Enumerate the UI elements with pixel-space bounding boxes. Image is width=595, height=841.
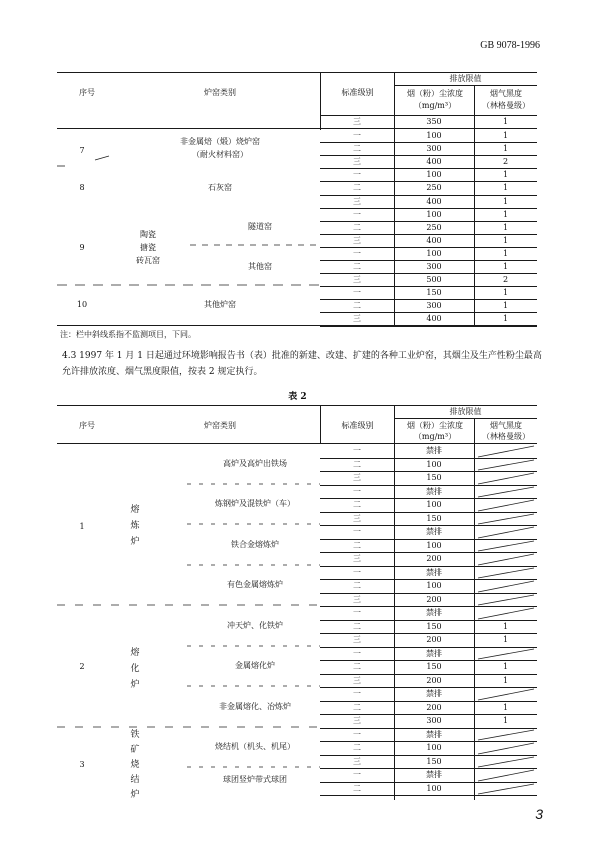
sub-category-label: 炼钢炉及混铁炉（车） bbox=[215, 499, 295, 508]
dust-cell: 禁排 bbox=[426, 446, 442, 455]
dust-cell: 500 bbox=[426, 275, 442, 284]
dust-cell: 100 bbox=[426, 541, 442, 550]
level-cell: 二 bbox=[353, 743, 361, 752]
level-cell: 一 bbox=[353, 527, 361, 536]
dust-cell: 100 bbox=[426, 743, 442, 752]
dust-cell: 禁排 bbox=[426, 689, 442, 698]
level-cell: 一 bbox=[353, 730, 361, 739]
row-number: 2 bbox=[79, 662, 85, 671]
smoke-cell: 1 bbox=[502, 676, 509, 685]
col-header-no: 序号 bbox=[79, 88, 95, 97]
sub-category-label: 非金属熔化、冶炼炉 bbox=[219, 702, 291, 711]
dust-cell: 200 bbox=[426, 676, 442, 685]
level-cell: 二 bbox=[353, 581, 361, 590]
sub-category-label: 冲天炉、化铁炉 bbox=[227, 621, 283, 630]
level-cell: 三 bbox=[353, 635, 361, 644]
category-label: （耐火材料窑） bbox=[192, 150, 248, 159]
dust-cell: 禁排 bbox=[426, 730, 442, 739]
level-cell: 二 bbox=[353, 541, 361, 550]
smoke-cell: 1 bbox=[502, 170, 509, 179]
col-header-smoke: 烟气黑度 bbox=[490, 421, 522, 430]
sub-category-label: 金属熔化炉 bbox=[235, 661, 275, 670]
col-header-category: 炉窑类别 bbox=[204, 421, 236, 430]
level-cell: 三 bbox=[353, 157, 361, 166]
smoke-cell: 1 bbox=[502, 131, 509, 140]
dust-cell: 200 bbox=[426, 703, 442, 712]
level-cell: 二 bbox=[353, 223, 361, 232]
sub-category-label: 高炉及高炉出铁场 bbox=[223, 459, 287, 468]
dust-cell: 150 bbox=[426, 473, 442, 482]
level-cell: 三 bbox=[353, 197, 361, 206]
level-cell: 一 bbox=[353, 170, 361, 179]
smoke-cell: 1 bbox=[502, 117, 509, 126]
category-label: 陶瓷 搪瓷 砖瓦窑 bbox=[136, 230, 160, 265]
category-label: 熔 化 炉 bbox=[130, 648, 140, 690]
row-number: 10 bbox=[76, 300, 88, 309]
table1-note: 注：栏中斜线系指不监测项目，下同。 bbox=[60, 330, 196, 339]
level-cell: 二 bbox=[353, 460, 361, 469]
smoke-cell: 1 bbox=[502, 183, 509, 192]
col-header-dust-unit: （mg/m³） bbox=[413, 101, 457, 110]
dust-cell: 100 bbox=[426, 131, 442, 140]
smoke-cell: 2 bbox=[502, 275, 509, 284]
category-label: 熔 炼 炉 bbox=[130, 505, 140, 547]
level-cell: 二 bbox=[353, 144, 361, 153]
col-header-dust-unit: （mg/m³） bbox=[413, 432, 457, 441]
dust-cell: 100 bbox=[426, 784, 442, 793]
col-header-no: 序号 bbox=[79, 421, 95, 430]
smoke-cell: 1 bbox=[502, 144, 509, 153]
level-cell: 一 bbox=[353, 608, 361, 617]
dust-cell: 150 bbox=[426, 662, 442, 671]
sub-category-label: 隧道窑 bbox=[248, 222, 272, 231]
dust-cell: 200 bbox=[426, 595, 442, 604]
level-cell: 二 bbox=[353, 622, 361, 631]
level-cell: 一 bbox=[353, 249, 361, 258]
smoke-cell: 1 bbox=[502, 314, 509, 323]
sub-category-label: 铁合金熔炼炉 bbox=[231, 540, 279, 549]
col-header-category: 炉窑类别 bbox=[204, 88, 236, 97]
level-cell: 一 bbox=[353, 210, 361, 219]
dust-cell: 200 bbox=[426, 635, 442, 644]
dust-cell: 300 bbox=[426, 716, 442, 725]
level-cell: 一 bbox=[353, 568, 361, 577]
dust-cell: 150 bbox=[426, 757, 442, 766]
level-cell: 三 bbox=[353, 236, 361, 245]
level-cell: 二 bbox=[353, 703, 361, 712]
smoke-cell: 1 bbox=[502, 288, 509, 297]
level-cell: 三 bbox=[353, 314, 361, 323]
table2-group-dividers bbox=[57, 443, 397, 803]
dust-cell: 禁排 bbox=[426, 527, 442, 536]
col-header-limits: 排放限值 bbox=[449, 74, 482, 83]
dust-cell: 250 bbox=[426, 183, 442, 192]
level-cell: 三 bbox=[353, 275, 361, 284]
dust-cell: 300 bbox=[426, 144, 442, 153]
col-header-smoke: 烟气黑度 bbox=[490, 89, 522, 98]
level-cell: 一 bbox=[353, 131, 361, 140]
dust-cell: 250 bbox=[426, 223, 442, 232]
row-number: 3 bbox=[79, 760, 85, 769]
level-cell: 一 bbox=[353, 770, 361, 779]
col-header-dust: 烟（粉）尘浓度 bbox=[407, 421, 463, 430]
smoke-cell: 1 bbox=[502, 236, 509, 245]
dust-cell: 禁排 bbox=[426, 568, 442, 577]
row-number: 9 bbox=[79, 243, 85, 252]
level-cell: 三 bbox=[353, 595, 361, 604]
sub-category-label: 其他窑 bbox=[248, 262, 272, 271]
dust-cell: 150 bbox=[426, 288, 442, 297]
table2-title: 表 2 bbox=[288, 392, 307, 402]
dust-cell: 400 bbox=[426, 157, 442, 166]
row-number: 1 bbox=[79, 522, 85, 531]
dust-cell: 100 bbox=[426, 249, 442, 258]
row-number: 8 bbox=[79, 183, 85, 192]
dust-cell: 100 bbox=[426, 500, 442, 509]
dust-cell: 禁排 bbox=[426, 608, 442, 617]
level-cell: 三 bbox=[353, 514, 361, 523]
col-header-smoke-unit: （林格曼级） bbox=[482, 432, 530, 441]
level-cell: 二 bbox=[353, 784, 361, 793]
col-header-dust: 烟（粉）尘浓度 bbox=[407, 89, 463, 98]
level-cell: 三 bbox=[353, 473, 361, 482]
dust-cell: 300 bbox=[426, 262, 442, 271]
smoke-cell: 1 bbox=[502, 262, 509, 271]
col-header-smoke-unit: （林格曼级） bbox=[482, 101, 530, 110]
category-label: 铁 矿 烧 结 炉 bbox=[130, 730, 140, 800]
smoke-cell: 2 bbox=[502, 157, 509, 166]
level-cell: 一 bbox=[353, 487, 361, 496]
dust-cell: 200 bbox=[426, 554, 442, 563]
smoke-cell: 1 bbox=[502, 197, 509, 206]
smoke-cell: 1 bbox=[502, 223, 509, 232]
smoke-cell: 1 bbox=[502, 716, 509, 725]
dust-cell: 禁排 bbox=[426, 487, 442, 496]
paragraph-line: 允许排放浓度、烟气黑度限值，按表 2 规定执行。 bbox=[62, 367, 263, 377]
smoke-cell: 1 bbox=[502, 635, 509, 644]
dust-cell: 400 bbox=[426, 197, 442, 206]
paragraph-line: 4.3 1997 年 1 月 1 日起通过环境影响报告书（表）批准的新建、改建、扩建的各种工业炉窑，其烟尘及生产性粉尘最高 bbox=[62, 351, 542, 361]
col-header-limits: 排放限值 bbox=[449, 407, 482, 416]
dust-cell: 100 bbox=[426, 581, 442, 590]
sub-category-label: 球团竖炉带式球团 bbox=[223, 775, 287, 784]
level-cell: 一 bbox=[353, 288, 361, 297]
sub-category-label: 烧结机（机头、机尾） bbox=[215, 742, 295, 751]
level-cell: 三 bbox=[353, 757, 361, 766]
level-cell: 一 bbox=[353, 649, 361, 658]
dust-cell: 300 bbox=[426, 301, 442, 310]
dust-cell: 100 bbox=[426, 210, 442, 219]
dust-cell: 禁排 bbox=[426, 770, 442, 779]
level-cell: 二 bbox=[353, 183, 361, 192]
col-header-level: 标准级别 bbox=[341, 421, 374, 430]
category-label: 石灰窑 bbox=[208, 183, 232, 192]
dust-cell: 400 bbox=[426, 236, 442, 245]
smoke-cell: 1 bbox=[502, 703, 509, 712]
level-cell: 三 bbox=[353, 117, 361, 126]
level-cell: 二 bbox=[353, 301, 361, 310]
smoke-cell: 1 bbox=[502, 662, 509, 671]
level-cell: 二 bbox=[353, 500, 361, 509]
level-cell: 一 bbox=[353, 446, 361, 455]
level-cell: 三 bbox=[353, 716, 361, 725]
dust-cell: 100 bbox=[426, 460, 442, 469]
smoke-cell: 1 bbox=[502, 622, 509, 631]
level-cell: 一 bbox=[353, 689, 361, 698]
smoke-cell: 1 bbox=[502, 301, 509, 310]
standard-code: GB 9078-1996 bbox=[480, 40, 540, 51]
smoke-cell: 1 bbox=[502, 210, 509, 219]
dust-cell: 350 bbox=[426, 117, 442, 126]
level-cell: 三 bbox=[353, 676, 361, 685]
col-header-level: 标准级别 bbox=[341, 88, 374, 97]
level-cell: 二 bbox=[353, 662, 361, 671]
page-number: 3 bbox=[535, 806, 543, 822]
dust-cell: 400 bbox=[426, 314, 442, 323]
sub-category-label: 有色金属熔炼炉 bbox=[227, 580, 283, 589]
level-cell: 三 bbox=[353, 554, 361, 563]
dust-cell: 100 bbox=[426, 170, 442, 179]
category-label: 非金属焙（煅）烧炉窑 bbox=[180, 137, 260, 146]
level-cell: 二 bbox=[353, 262, 361, 271]
smoke-cell: 1 bbox=[502, 249, 509, 258]
dust-cell: 150 bbox=[426, 622, 442, 631]
row-number: 7 bbox=[79, 146, 85, 155]
category-label: 其他炉窑 bbox=[204, 300, 236, 309]
dust-cell: 禁排 bbox=[426, 649, 442, 658]
dust-cell: 150 bbox=[426, 514, 442, 523]
